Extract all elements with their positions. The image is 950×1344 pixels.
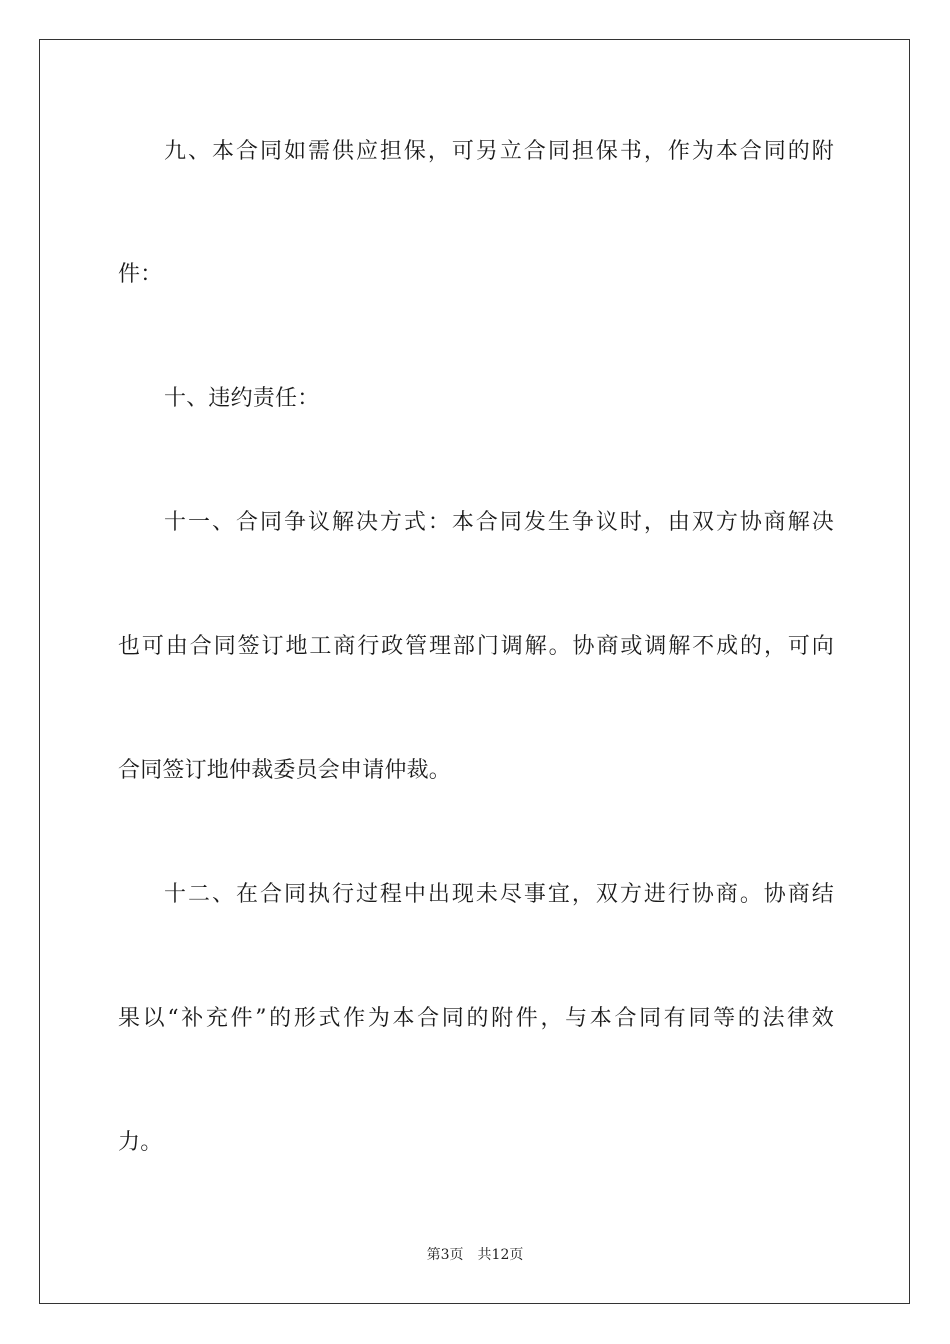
total-pages: 共12页 bbox=[477, 1247, 524, 1263]
paragraph-line: 件： bbox=[118, 262, 163, 287]
paragraph-line: 九、本合同如需供应担保，可另立合同担保书，作为本合同的附 bbox=[164, 139, 834, 164]
paragraph-line: 十、违约责任： bbox=[164, 386, 320, 411]
paragraph-line: 合同签订地仲裁委员会申请仲裁。 bbox=[118, 758, 452, 783]
page-number: 第3页 bbox=[426, 1247, 464, 1263]
page-border bbox=[39, 39, 910, 1304]
paragraph-line: 果以“补充件”的形式作为本合同的附件，与本合同有同等的法律效 bbox=[118, 1006, 834, 1031]
paragraph-line: 十一、合同争议解决方式：本合同发生争议时，由双方协商解决 bbox=[164, 510, 834, 535]
paragraph-line: 力。 bbox=[118, 1130, 163, 1155]
page-footer bbox=[0, 1246, 950, 1264]
paragraph-line: 也可由合同签订地工商行政管理部门调解。协商或调解不成的，可向 bbox=[118, 634, 834, 659]
paragraph-line: 十二、在合同执行过程中出现未尽事宜，双方进行协商。协商结 bbox=[164, 882, 834, 907]
